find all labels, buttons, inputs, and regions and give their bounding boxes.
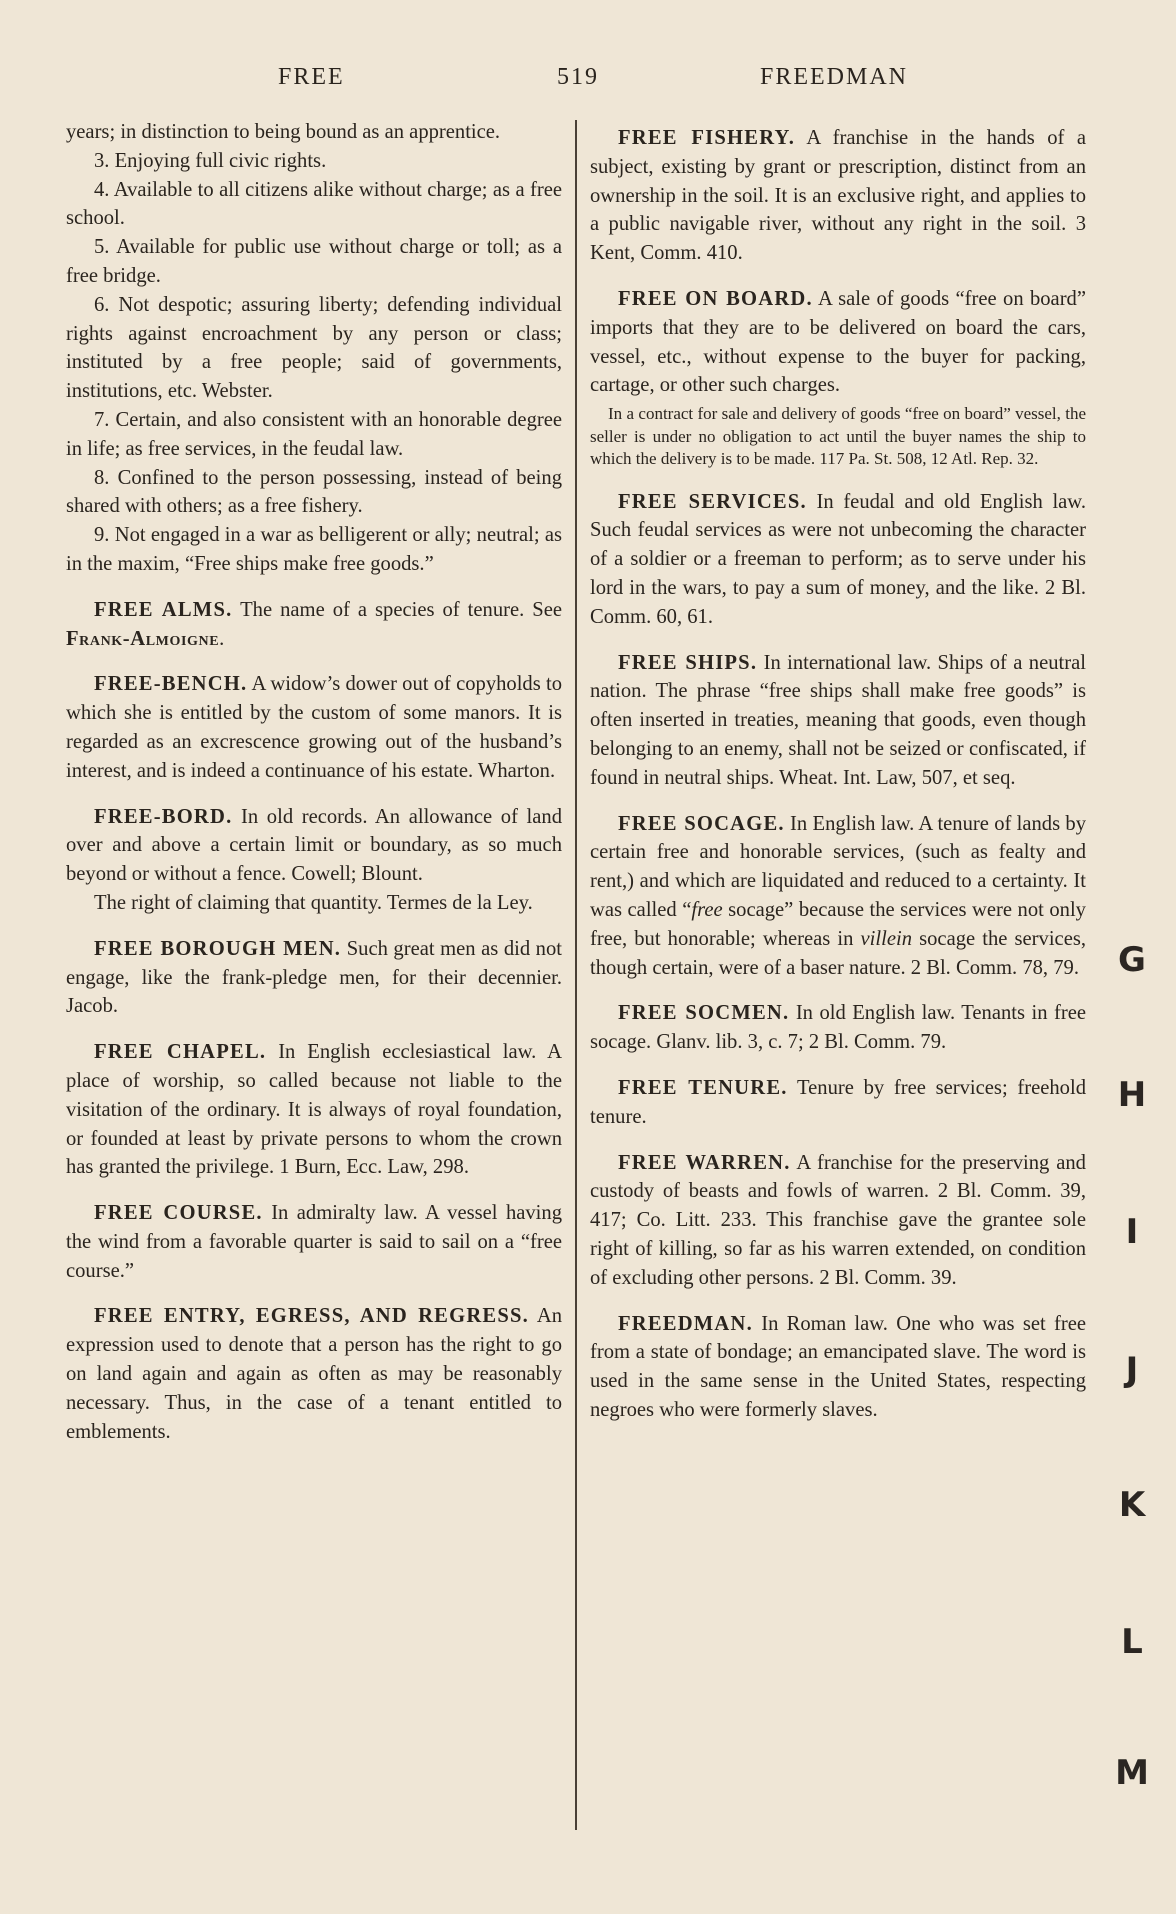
entry-text: In Roman law. One who was set free from a state of bondage; an emancipated slave. The word is used in the same sense in the United States, respecting negroes who were formerly slaves. xyxy=(590,1312,1086,1421)
entry-text: In English law. A tenure of lands by certain free and honorable services, (such as fealty and rent,) and which are liquidated and reduced to a certainty. It was called “ xyxy=(590,812,1087,922)
entry-text: An expression used to denote that a person has the right to go on land again and again as often as may be reasonably necessary. Thus, in the case of a tenant entitled to emblements. xyxy=(66,1305,562,1443)
thumb-index-h[interactable]: H xyxy=(1117,1075,1147,1115)
headword: FREE-BORD. xyxy=(94,805,233,828)
cross-reference: Frank-Almoigne xyxy=(66,627,220,650)
thumb-index-g[interactable]: G xyxy=(1118,940,1146,980)
column-divider xyxy=(575,120,577,1830)
headword: FREE ENTRY, EGRESS, AND REGRESS. xyxy=(94,1305,529,1328)
entry-text: In old English law. Tenants in free socage. Glanv. lib. 3, c. 7; 2 Bl. Comm. 79. xyxy=(590,1002,1086,1054)
definition-sense-8: 8. Confined to the person possessing, instead of being shared with others; as a free fishery. xyxy=(66,466,562,518)
thumb-index-i[interactable]: I xyxy=(1125,1212,1139,1252)
thumb-index-m[interactable]: M xyxy=(1115,1753,1149,1793)
headword: FREE COURSE. xyxy=(94,1202,263,1225)
headword: FREE FISHERY. xyxy=(618,127,796,149)
entry-free-bord-sub: The right of claiming that quantity. Termes de la Ley. xyxy=(94,891,533,914)
headword: FREE-BENCH. xyxy=(94,673,248,696)
page-number: 519 xyxy=(557,64,599,90)
headword: FREE CHAPEL. xyxy=(94,1041,267,1064)
thumb-index-k[interactable]: K xyxy=(1118,1485,1146,1525)
headword: FREE WARREN. xyxy=(618,1151,791,1174)
entry-free-socage xyxy=(590,810,1086,983)
entry-free-services xyxy=(590,488,1086,632)
entry-freedman xyxy=(590,1310,1086,1425)
definition-sense-6: 6. Not despotic; assuring liberty; defending individual rights against encroachment by any person or class; instituted by a free people; said of governments, institutions, etc. Webster. xyxy=(66,293,562,403)
entry-free-course xyxy=(66,1199,562,1285)
definition-sense-3: 3. Enjoying full civic rights. xyxy=(94,149,327,172)
headword: FREE SOCAGE. xyxy=(618,812,785,835)
entry-text-tail: . xyxy=(219,627,225,650)
headword: FREE SERVICES. xyxy=(618,490,807,513)
entry-text: In feudal and old English law. Such feudal services as were not unbecoming the character of a soldier or a freeman to perform; as to serve under his lord in the wars, to pay a sum of money, and the like. 2 Bl. Comm. 60, 61. xyxy=(590,490,1086,628)
headword: FREE TENURE. xyxy=(618,1077,788,1100)
headword: FREE BOROUGH MEN. xyxy=(94,937,342,960)
entry-text: A sale of goods “free on board” imports that they are to be delivered on board the cars, vessel, etc., without expense to the buyer for packing, cartage, or other such charges. xyxy=(590,287,1086,397)
entry-text: In old records. An allowance of land over and above a certain limit or boundary, as so much beyond or without a fence. Cowell; Blount. xyxy=(66,805,562,886)
entry-text: Such great men as did not engage, like the frank-pledge men, for their decennier. Jacob. xyxy=(66,937,562,1018)
entry-text: In English ecclesiastical law. A place of worship, so called because not liable to the visitation of the ordinary. It is always of royal foundation, or founded at least by private persons to whom the crown has granted the privilege. 1 Burn, Ecc. Law, 298. xyxy=(66,1041,562,1179)
thumb-index-j[interactable]: J xyxy=(1125,1350,1139,1390)
headword: FREE SHIPS. xyxy=(618,651,758,674)
entry-free-fishery xyxy=(590,124,1086,268)
running-head-right: FREEDMAN xyxy=(760,64,909,90)
entry-text: In international law. Ships of a neutral nation. The phrase “free ships shall make free goods” is often inserted in treaties, meaning that goods, even though belonging to an enemy, shall not be seized or confiscated, if found in neutral ships. Wheat. Int. Law, 507, et seq. xyxy=(590,651,1086,789)
headword: FREE ON BOARD. xyxy=(618,287,813,310)
entry-free-on-board-note: In a contract for sale and delivery of goods “free on board” vessel, the seller is under no obligation to act until the buyer names the ship to which the delivery is to be made. 117 Pa. St. 508, 12 Atl. Rep. 32. xyxy=(590,404,1086,469)
headword: FREE SOCMEN. xyxy=(618,1002,790,1025)
entry-free-bench xyxy=(66,670,562,785)
right-column xyxy=(590,124,1086,1425)
definition-sense-5: 5. Available for public use without charge or toll; as a free bridge. xyxy=(66,236,562,287)
headword: FREE ALMS. xyxy=(94,598,233,621)
italic-term: villein xyxy=(860,927,913,950)
entry-text: A franchise for the preserving and custody of beasts and fowls of warren. 2 Bl. Comm. 39, 417; Co. Litt. 233. This franchise gave the grantee sole right of killing, so far as his warren extended, on condition of excluding other persons. 2 Bl. Comm. 39. xyxy=(590,1151,1086,1289)
entry-free-alms xyxy=(66,596,562,654)
definition-sense-4: 4. Available to all citizens alike without charge; as a free school. xyxy=(66,178,562,230)
headword: FREEDMAN. xyxy=(618,1312,753,1335)
entry-free-bord xyxy=(66,803,562,889)
entry-text: Tenure by free services; freehold tenure. xyxy=(590,1077,1086,1128)
italic-term: free xyxy=(691,899,723,922)
definition-sense-7: 7. Certain, and also consistent with an honorable degree in life; as free services, in the feudal law. xyxy=(66,408,562,460)
entry-free-tenure xyxy=(590,1074,1086,1132)
running-head-left: FREE xyxy=(278,64,345,90)
entry-text: The name of a species of tenure. See xyxy=(232,598,562,621)
definition-sense-9: 9. Not engaged in a war as belligerent or ally; neutral; as in the maxim, “Free ships make free goods.” xyxy=(66,524,562,575)
definition-continuation: years; in distinction to being bound as an apprentice. xyxy=(66,121,501,143)
entry-text: In admiralty law. A vessel having the wind from a favorable quarter is said to sail on a “free course.” xyxy=(66,1202,563,1282)
entry-free-socmen xyxy=(590,999,1086,1057)
entry-free-entry-egress-regress xyxy=(66,1302,562,1446)
thumb-index-l[interactable]: L xyxy=(1121,1622,1143,1662)
entry-text: socage the services, though certain, were of a baser nature. 2 Bl. Comm. 78, 79. xyxy=(590,927,1086,979)
entry-text: socage” because the services were not only free, but honorable; whereas in xyxy=(590,899,1086,950)
entry-free-borough-men xyxy=(66,935,562,1021)
entry-text: A widow’s dower out of copyholds to which she is entitled by the custom of some manors. It is regarded as an excrescence growing out of the husband’s interest, and is indeed a continuance of his estate. Wharton. xyxy=(66,673,562,782)
entry-free-warren xyxy=(590,1149,1086,1293)
entry-free-chapel xyxy=(66,1038,562,1182)
entry-text: A franchise in the hands of a subject, existing by grant or prescription, distinct from an ownership in the soil. It is an exclusive right, and applies to a public navigable river, without any right in the soil. 3 Kent, Comm. 410. xyxy=(590,127,1086,265)
entry-free-ships xyxy=(590,649,1086,793)
left-column xyxy=(66,118,562,1446)
entry-free-on-board xyxy=(590,285,1086,400)
